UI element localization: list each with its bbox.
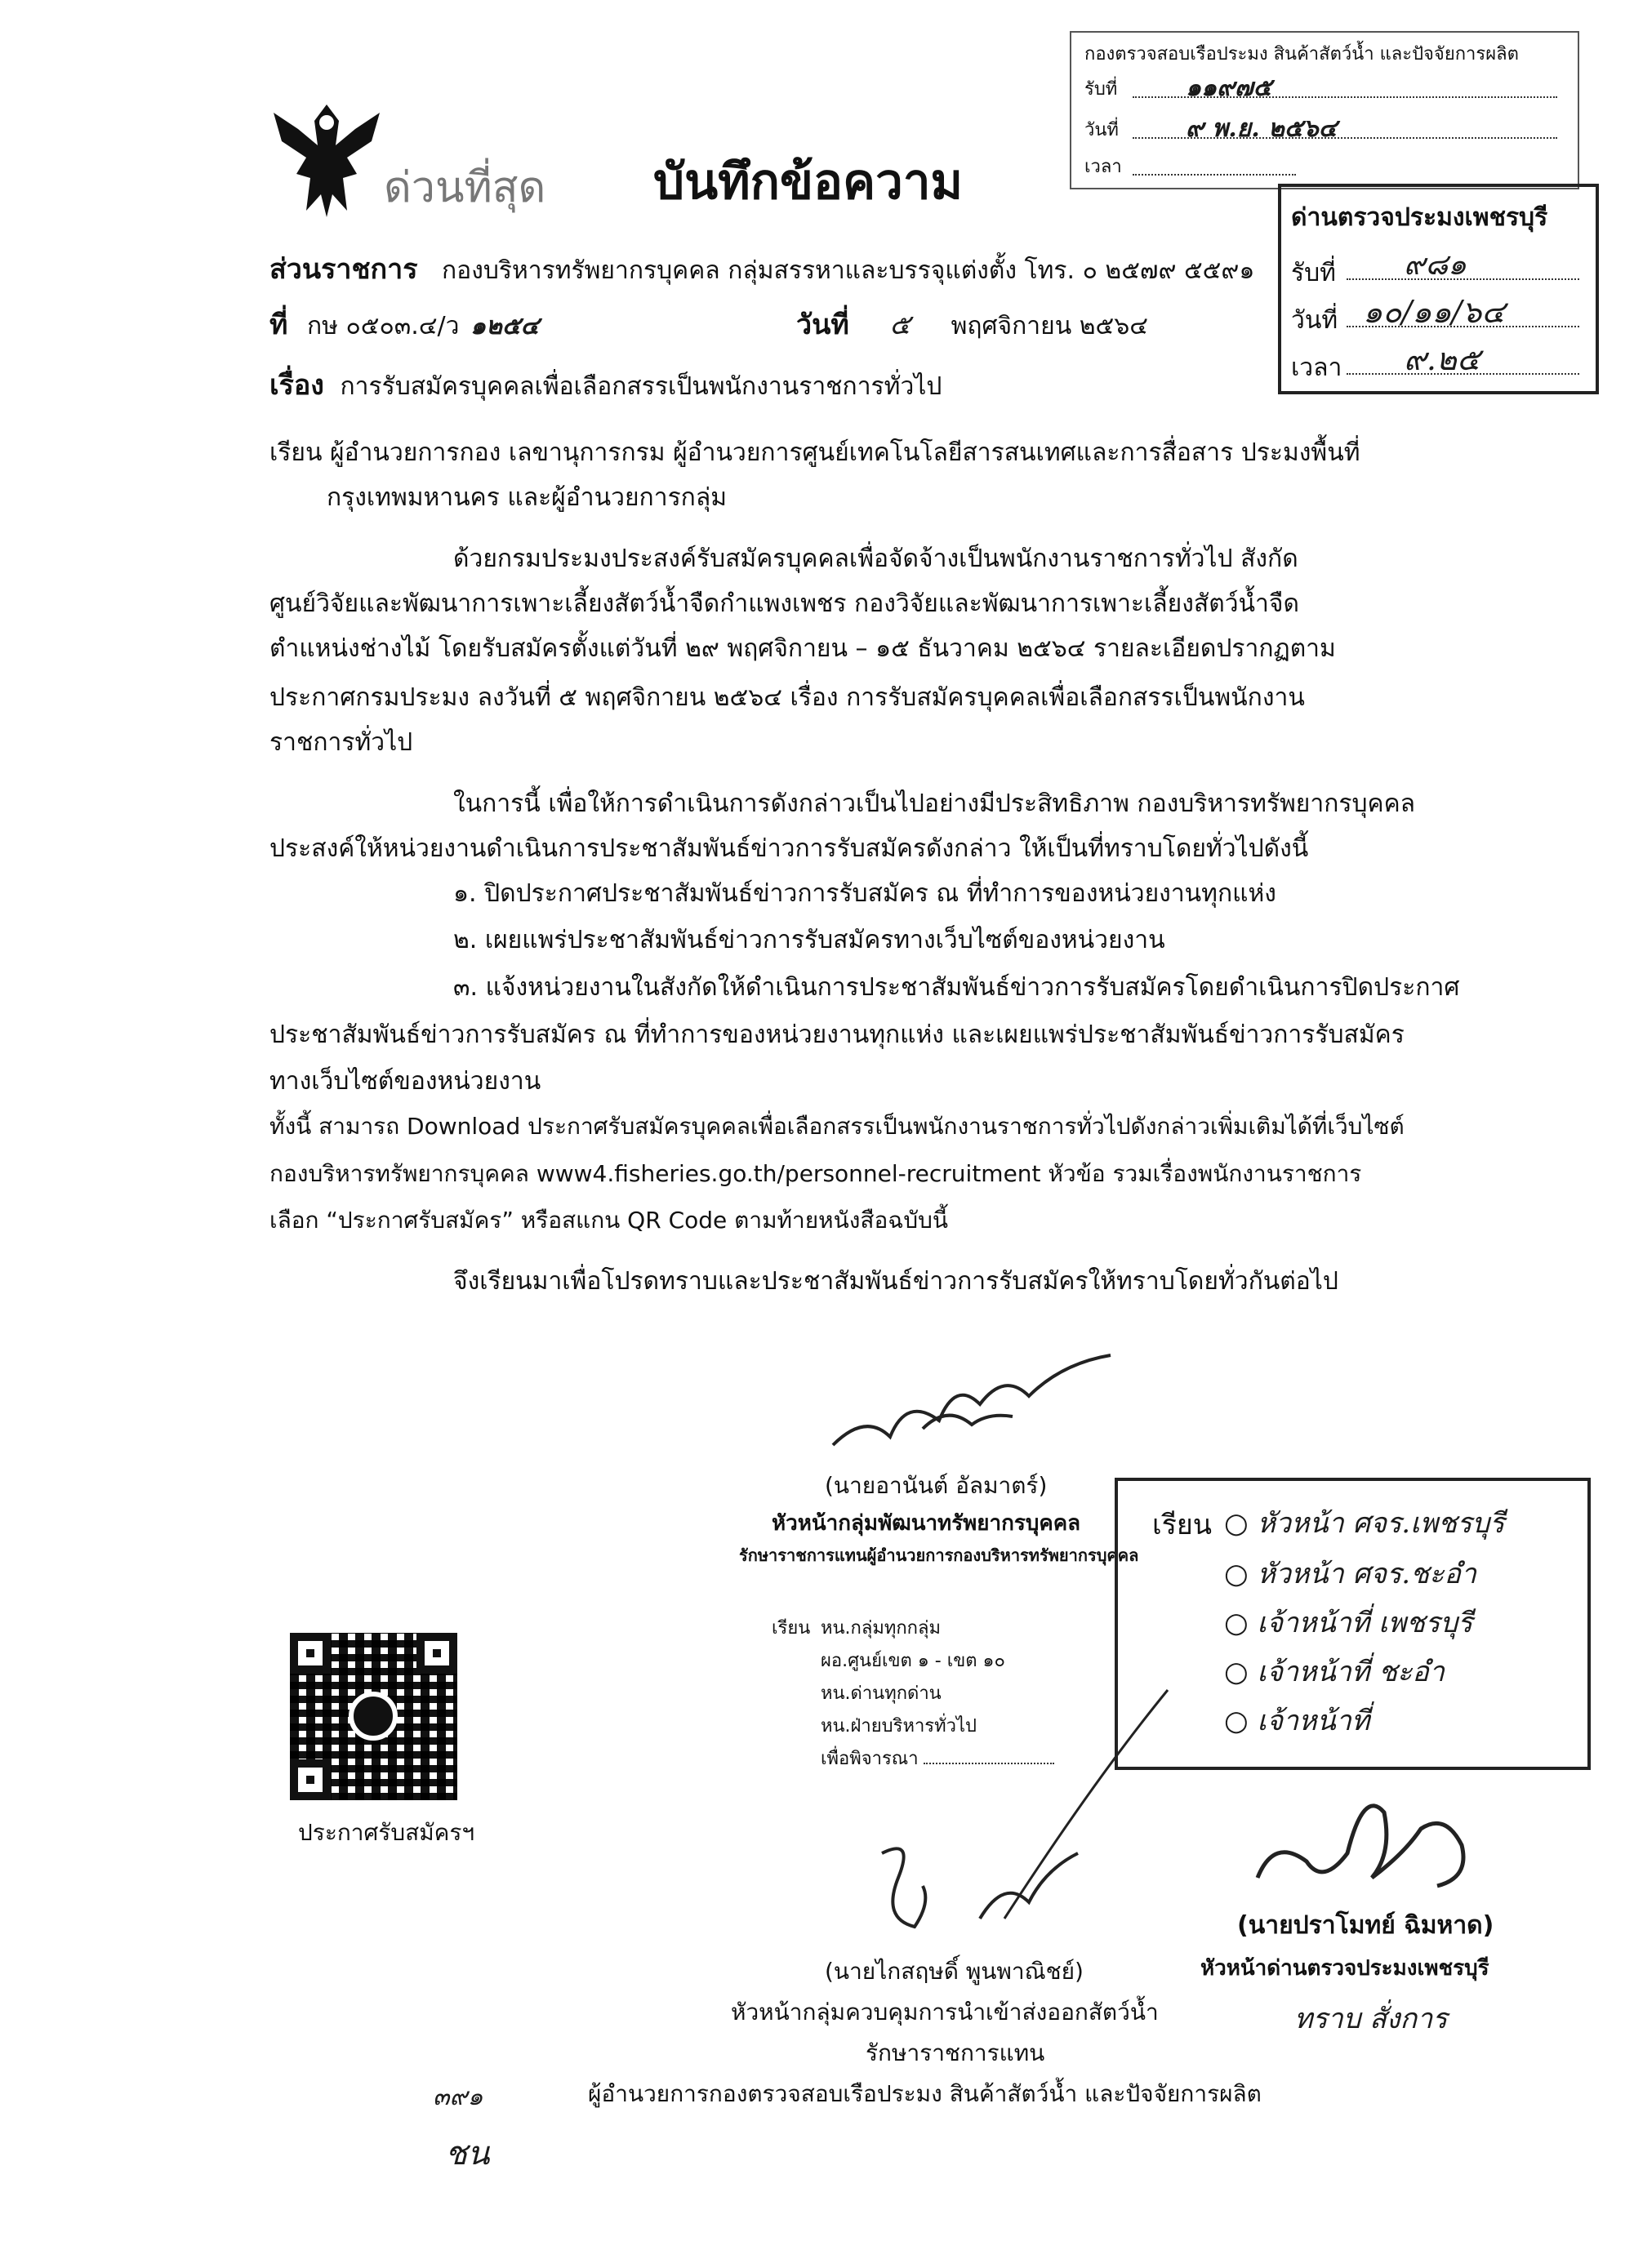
signer2-name: (นายปราโมทย์ ฉิมหาด) [1237,1911,1494,1940]
receipt-recv-no: ๑๑๙๗๕ [1186,73,1272,102]
item-1: ๑. ปิดประกาศประชาสัมพันธ์ข่าวการรับสมัคร ณ ที่ทำการของหน่วยงานทุกแห่ง [453,879,1276,908]
ref-row [269,309,539,343]
qr-caption: ประกาศรับสมัครฯ [298,1819,475,1846]
checkpoint-recv-no: ๙๘๑ [1404,248,1467,282]
closing-line: จึงเรียนมาเพื่อโปรดทราบและประชาสัมพันธ์ข่าวการรับสมัครให้ทราบโดยทั่วกันต่อไป [453,1267,1338,1296]
qr-finder-tl [290,1633,331,1674]
routing-line-1: หน.กลุ่มทุกกลุ่ม [821,1618,941,1639]
routing-box-row-5-text: เจ้าหน้าที่ [1257,1705,1370,1737]
to-line-1: เรียน ผู้อำนวยการกอง เลขานุการกรม ผู้อำนวยการศูนย์เทคโนโลยีสารสนเทศและการสื่อสาร ประมงพื้นที่ [269,438,1360,467]
routing-box-row-1-text: หัวหน้า ศจร.เพชรบุรี [1257,1507,1505,1540]
routing-box [1115,1478,1591,1770]
subject-label: เรื่อง [269,369,324,402]
date-day: ๕ [889,309,911,341]
routing-line-5-text: เพื่อพิจารณา [821,1749,919,1769]
para1-line3: ตำแหน่งช่างไม้ โดยรับสมัครตั้งแต่วันที่ ๒๙ พฤศจิกายน – ๑๕ ธันวาคม ๒๕๖๔ รายละเอียดปรากฏตาม [269,634,1336,663]
subject-row [269,369,942,403]
subject-value: การรับสมัครบุคคลเพื่อเลือกสรรเป็นพนักงานราชการทั่วไป [340,372,942,401]
receipt-date-value: ๙ พ.ย. ๒๕๖๔ [1186,114,1338,143]
routing-box-row-5: ○ เจ้าหน้าที่ [1224,1705,1370,1737]
receipt-recv-label: รับที่ [1084,79,1118,100]
para2-line2: ประสงค์ให้หน่วยงานดำเนินการประชาสัมพันธ์ข่าวการรับสมัครดังกล่าว ให้เป็นที่ทราบโดยทั่วไปดังนี้ [269,834,1309,863]
to-line-2: กรุงเทพมหานคร และผู้อำนวยการกลุ่ม [327,483,728,512]
agency-label: ส่วนราชการ [269,253,418,286]
agency-row [269,253,1254,287]
para1-line2: ศูนย์วิจัยและพัฒนาการเพาะเลี้ยงสัตว์น้ำจืดกำแพงเพชร กองวิจัยและพัฒนาการเพาะเลี้ยงสัตว์น้ำจืด [269,589,1299,618]
signer1-acting: รักษาราชการแทนผู้อำนวยการกองบริหารทรัพยากรบุคคล [739,1545,1139,1565]
item-3-line2: ประชาสัมพันธ์ข่าวการรับสมัคร ณ ที่ทำการของหน่วยงานทุกแห่ง และเผยแพร่ประชาสัมพันธ์ข่าวการรับสมัคร [269,1021,1405,1049]
routing-box-row-2-text: หัวหน้า ศจร.ชะอำ [1257,1558,1476,1590]
document-title: บันทึกข้อความ [653,153,964,211]
signature-1 [817,1347,1127,1461]
receipt-stamp-top [1070,31,1579,189]
margin-note-2: ชน [445,2135,490,2172]
receipt-stamp-right [1278,184,1599,394]
margin-note-1: ๓๙๑ [433,2083,483,2111]
item-2: ๒. เผยแพร่ประชาสัมพันธ์ข่าวการรับสมัครทางเว็บไซต์ของหน่วยงาน [453,926,1165,954]
para1-line4: ประกาศกรมประมง ลงวันที่ ๕ พฤศจิกายน ๒๕๖๔ เรื่อง การรับสมัครบุคคลเพื่อเลือกสรรเป็นพนักงาน [269,683,1305,712]
checkpoint-date-label: วันที่ [1291,306,1338,335]
receipt-time-line [1133,174,1296,176]
routing-line-2: ผอ.ศูนย์เขต ๑ - เขต ๑๐ [821,1651,1005,1671]
receipt-date-label: วันที่ [1084,120,1119,140]
para3-line1: ทั้งนี้ สามารถ Download ประกาศรับสมัครบุคคลเพื่อเลือกสรรเป็นพนักงานราชการทั่วไปดังกล่าวเพิ่มเติมได้ที่เว็บไซต์ [269,1113,1405,1140]
garuda-emblem-icon [265,96,388,223]
signer1-name: (นายอานันต์ อัลมาตร์) [825,1472,1048,1499]
urgency-label: ด่วนที่สุด [384,163,546,212]
ref-value: กษ ๐๕๐๓.๔/ว [306,312,460,340]
routing-box-row-1: ○ หัวหน้า ศจร.เพชรบุรี [1224,1507,1505,1540]
item-3-line1: ๓. แจ้งหน่วยงานในสังกัดให้ดำเนินการประชาสัมพันธ์ข่าวการรับสมัครโดยดำเนินการปิดประกาศ [453,973,1460,1002]
item-3-line3: ทางเว็บไซต์ของหน่วยงาน [269,1067,541,1096]
qr-logo [349,1692,398,1741]
routing-label: เรียน [772,1618,811,1639]
receipt-org: กองตรวจสอบเรือประมง สินค้าสัตว์น้ำ และปัจจัยการผลิต [1084,44,1519,64]
checkpoint-time-label: เวลา [1291,354,1342,382]
routing-box-label: เรียน [1152,1509,1213,1541]
signer2-position: หัวหน้าด่านตรวจประมงเพชรบุรี [1200,1956,1489,1981]
signer3-acting: รักษาราชการแทน [866,2039,1045,2066]
routing-box-row-3-text: เจ้าหน้าที่ เพชรบุรี [1257,1607,1473,1639]
routing-box-row-2: ○ หัวหน้า ศจร.ชะอำ [1224,1558,1476,1590]
signer3-position: หัวหน้ากลุ่มควบคุมการนำเข้าส่งออกสัตว์น้ำ [731,1999,1159,2026]
date-label: วันที่ [796,309,849,341]
routing-line-3: หน.ด่านทุกด่าน [821,1683,942,1704]
para3-line3: เลือก “ประกาศรับสมัคร” หรือสแกน QR Code ตามท้ายหนังสือฉบับนี้ [269,1207,949,1234]
signature-2 [1241,1763,1503,1919]
agency-value: กองบริหารทรัพยากรบุคคล กลุ่มสรรหาและบรรจุแต่งตั้ง โทร. ๐ ๒๕๗๙ ๕๕๙๑ [442,256,1255,285]
checkpoint-time-value: ๙.๒๕ [1404,341,1480,377]
para1-line1: ด้วยกรมประมงประสงค์รับสมัครบุคคลเพื่อจัดจ้างเป็นพนักงานราชการทั่วไป สังกัด [453,545,1298,573]
signature-3 [866,1829,1094,1943]
qr-finder-bl [290,1759,331,1800]
signer3-org: ผู้อำนวยการกองตรวจสอบเรือประมง สินค้าสัตว์น้ำ และปัจจัยการผลิต [588,2080,1262,2107]
signer2-note: ทราบ สั่งการ [1294,2003,1448,2035]
checkpoint-recv-label: รับที่ [1291,259,1336,287]
checkpoint-name: ด่านตรวจประมงเพชรบุรี [1291,203,1548,232]
routing-line-4: หน.ฝ่ายบริหารทั่วไป [821,1716,977,1737]
date-row [796,309,1148,343]
signer3-name: (นายไกสฤษดิ์ พูนพาณิชย์) [825,1958,1084,1985]
signer1-position: หัวหน้ากลุ่มพัฒนาทรัพยากรบุคคล [772,1511,1081,1536]
routing-box-row-3: ○ เจ้าหน้าที่ เพชรบุรี [1224,1607,1473,1639]
qr-finder-tr [416,1633,457,1674]
routing-box-row-4: ○ เจ้าหน้าที่ ชะอำ [1224,1656,1445,1688]
para2-line1: ในการนี้ เพื่อให้การดำเนินการดังกล่าวเป็นไปอย่างมีประสิทธิภาพ กองบริหารทรัพยากรบุคคล [453,789,1416,818]
checkpoint-date-value: ๑๐/๑๑/๖๔ [1363,294,1506,330]
date-rest: พฤศจิกายน ๒๕๖๔ [951,312,1148,340]
para3-line2: กองบริหารทรัพยากรบุคคล www4.fisheries.go.th/personnel-recruitment หัวข้อ รวมเรื่องพนักงานราชการ [269,1160,1362,1187]
ref-label: ที่ [269,309,288,341]
routing-box-row-4-text: เจ้าหน้าที่ ชะอำ [1257,1656,1445,1688]
ref-number: ๑๒๕๔ [470,312,540,340]
para1-line5: ราชการทั่วไป [269,728,413,757]
receipt-time-label: เวลา [1084,157,1122,177]
qr-code[interactable] [290,1633,457,1800]
